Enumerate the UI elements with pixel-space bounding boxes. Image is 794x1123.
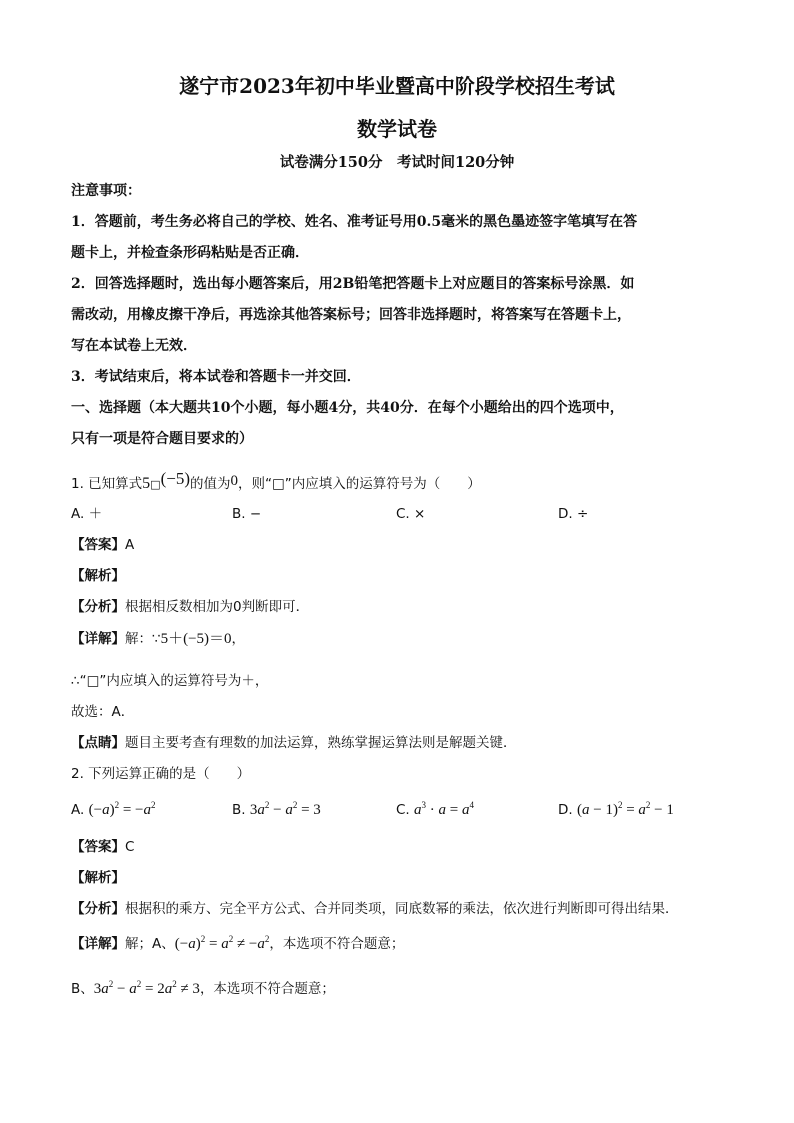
notice-item-2-line-1: 2．回答选择题时，选出每小题答案后，用2B铅笔把答题卡上对应题目的答案标号涂黑．如 bbox=[71, 276, 635, 292]
notice-heading: 注意事项： bbox=[71, 183, 141, 199]
q2-option-c bbox=[396, 801, 474, 819]
q1-expr-b: (−5) bbox=[160, 469, 190, 488]
q2-option-b bbox=[232, 801, 321, 819]
q1-detail-suffix: ， bbox=[231, 631, 246, 647]
notice-item-2-line-3: 写在本试卷上无效． bbox=[71, 338, 197, 354]
q1-therefore: ∴“□”内应填入的运算符号为＋， bbox=[71, 673, 269, 689]
exam-title: 遂宁市2023年初中毕业暨高中阶段学校招生考试 bbox=[179, 74, 615, 98]
q2-detail-a-suffix: ，本选项不符合题意； bbox=[269, 936, 405, 952]
notice-item-1-line-1: 1．答题前，考生务必将自己的学校、姓名、准考证号用0.5毫米的黑色墨迹签字笔填写在答 bbox=[71, 214, 638, 230]
q2-option-d bbox=[558, 801, 674, 819]
q1-comment-tag: 【点睛】 bbox=[71, 735, 125, 751]
q1-analysis-tag: 【解析】 bbox=[71, 568, 125, 584]
exam-subtitle: 数学试卷 bbox=[357, 117, 437, 141]
q2-answer bbox=[71, 838, 134, 856]
q1-choose: 故选：A． bbox=[71, 704, 135, 720]
notice-item-2-line-2: 需改动，用橡皮擦干净后，再选涂其他答案标号；回答非选择题时，将答案写在答题卡上， bbox=[71, 307, 631, 323]
q1-answer bbox=[71, 536, 134, 554]
q2-detail-b-formula: $3a^2 - a^2 = 2a^2 \ne 3$ bbox=[93, 979, 200, 997]
q1-option-c: C. × bbox=[396, 506, 426, 522]
q2-fenxi bbox=[71, 900, 679, 918]
q1-mid: 的值为 bbox=[190, 476, 231, 492]
exam-meta: 试卷满分150分 考试时间120分钟 bbox=[279, 154, 515, 171]
q1-detail bbox=[71, 630, 245, 648]
q1-option-a: A. ＋ bbox=[71, 506, 103, 522]
q1-prefix: 1. 已知算式 bbox=[71, 476, 143, 492]
q2-detail-a-formula: $(-a)^2 = a^2 \ne -a^2$ bbox=[174, 934, 270, 952]
q2-option-b-formula: $3a^2 - a^2 = 3$ bbox=[249, 800, 321, 818]
q2-answer-tag: 【答案】 bbox=[71, 839, 125, 855]
q2-fenxi-text: 根据积的乘方、完全平方公式、合并同类项，同底数幂的乘法，依次进行判断即可得出结果． bbox=[125, 901, 679, 917]
q1-option-b: B. − bbox=[232, 506, 262, 522]
question-2-stem: 2. 下列运算正确的是（ ） bbox=[71, 766, 251, 782]
q1-fenxi-tag: 【分析】 bbox=[71, 599, 125, 615]
q1-value: 0 bbox=[230, 473, 238, 489]
q2-detail-a-prefix: 解；A、 bbox=[125, 936, 175, 952]
section-1-heading-line-1: 一、选择题（本大题共10个小题，每小题4分，共40分．在每个小题给出的四个选项中， bbox=[71, 400, 624, 416]
q2-option-d-label: D. bbox=[558, 802, 573, 818]
q2-option-a-formula: $(-a)^2 = -a^2$ bbox=[88, 800, 156, 818]
q2-option-c-label: C. bbox=[396, 802, 410, 818]
q2-detail-b-prefix: B、 bbox=[71, 981, 94, 997]
question-1-stem bbox=[71, 469, 481, 494]
q1-box: □ bbox=[150, 478, 161, 491]
q1-answer-tag: 【答案】 bbox=[71, 537, 125, 553]
q1-fenxi bbox=[71, 598, 309, 616]
q1-comment-text: 题目主要考查有理数的加法运算，熟练掌握运算法则是解题关键． bbox=[125, 735, 517, 751]
q2-option-b-label: B. bbox=[232, 802, 246, 818]
notice-item-3: 3．考试结束后，将本试卷和答题卡一并交回． bbox=[71, 369, 361, 385]
q1-suffix: ，则“□”内应填入的运算符号为（ ） bbox=[238, 476, 481, 492]
q1-option-d: D. ÷ bbox=[558, 506, 589, 522]
q2-option-a-label: A. bbox=[71, 802, 85, 818]
q1-comment bbox=[71, 734, 517, 752]
q2-option-d-formula: $(a - 1)^2 = a^2 - 1$ bbox=[576, 800, 674, 818]
q1-detail-prefix: 解：∵ bbox=[125, 631, 161, 647]
q2-fenxi-tag: 【分析】 bbox=[71, 901, 125, 917]
q1-detail-expr: 5＋(−5)＝0 bbox=[160, 631, 232, 647]
q2-detail-b-suffix: ，本选项不符合题意； bbox=[199, 981, 335, 997]
q2-detail-b bbox=[71, 980, 335, 998]
q2-answer-value: C bbox=[125, 839, 135, 855]
q1-fenxi-text: 根据相反数相加为0判断即可． bbox=[125, 599, 310, 615]
q2-detail-a bbox=[71, 935, 404, 953]
q2-option-c-formula: $a^3 \cdot a = a^4$ bbox=[414, 800, 474, 818]
q1-answer-value: A bbox=[125, 537, 135, 553]
section-1-heading-line-2: 只有一项是符合题目要求的） bbox=[71, 431, 253, 447]
q2-option-a bbox=[71, 801, 155, 819]
q1-expr-a: 5 bbox=[142, 475, 151, 492]
q1-detail-tag: 【详解】 bbox=[71, 631, 125, 647]
q2-analysis-tag: 【解析】 bbox=[71, 870, 125, 886]
q2-detail-tag: 【详解】 bbox=[71, 936, 125, 952]
notice-item-1-line-2: 题卡上，并检查条形码粘贴是否正确． bbox=[71, 245, 309, 261]
